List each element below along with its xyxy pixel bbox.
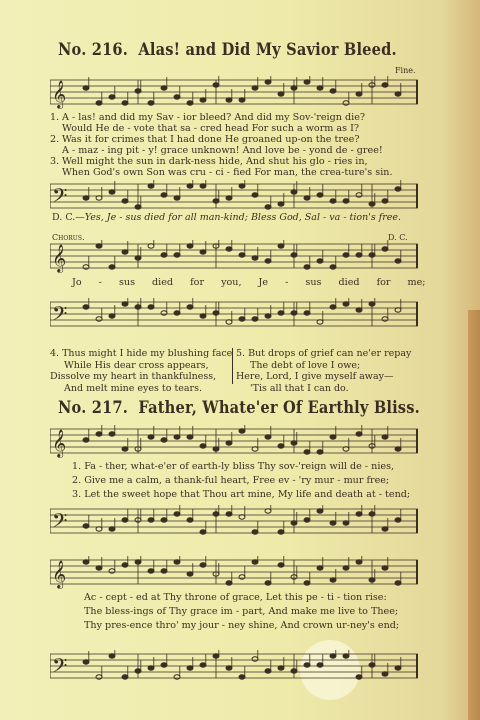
verse-217-3a: 3. Let the sweet hope that Thou art mine, My life and death at - tend; [72, 489, 411, 500]
staff-217-bass-a [50, 505, 418, 539]
svg-text:𝄞: 𝄞 [52, 560, 67, 588]
chorus-label: Chorus. [52, 233, 85, 242]
staff-217-treble-b [50, 556, 418, 590]
svg-text:𝄢: 𝄢 [52, 302, 68, 330]
staff-216-bass [50, 180, 418, 214]
staff-chorus-treble [50, 240, 418, 274]
staff-217-bass-b [50, 650, 418, 684]
staff-217-treble-a [50, 425, 418, 459]
stanza-4: 4. Thus might I hide my blushing face While His dear cross appears, Dissolve my heart in thankfulness, And melt mine eyes to tears. [50, 348, 233, 394]
dc-refrain-text: D. C.—Yes, Je - sus died for all man-kind; Bless God, Sal - va - tion's free. [52, 212, 402, 223]
staff-chorus-bass [50, 298, 418, 332]
fine-marking: Fine. [395, 66, 416, 75]
svg-text:𝄞: 𝄞 [52, 244, 67, 272]
verse-216-3a: 3. Well might the sun in dark-ness hide, And shut his glo - ries in, [50, 156, 368, 167]
hymn-216-name: Alas! and Did My Savior Bleed. [138, 40, 397, 60]
hymn-217-number: No. 217. [58, 398, 129, 418]
hymn-216-number: No. 216. [58, 40, 129, 60]
verse-217-1a: 1. Fa - ther, what-e'er of earth-ly bliss Thy sov-'reign will de - nies, [72, 461, 395, 472]
svg-text:𝄢: 𝄢 [52, 184, 68, 212]
verse-216-1b: Would He de - vote that sa - cred head For such a worm as I? [62, 123, 360, 134]
verse-216-2b: A - maz - ing pit - y! grace unknown! And love be - yond de - gree! [62, 145, 383, 156]
verse-216-1a: 1. A - las! and did my Sav - ior bleed? And did my Sov-'reign die? [50, 112, 366, 123]
page-edge [468, 310, 480, 720]
staff-216-treble [50, 76, 418, 110]
verse-216-2a: 2. Was it for crimes that I had done He groaned up-on the tree? [50, 134, 360, 145]
hymn-216-title [58, 40, 397, 60]
chorus-text: Jo - sus died for you, Je - sus died for me; [72, 277, 426, 288]
dc-label: D. C. [388, 233, 408, 242]
verse-217-3b: Thy pres-ence thro' my jour - ney shine, And crown ur-ney's end; [84, 620, 400, 631]
stanza-5: 5. But drops of grief can ne'er repay The debt of love I owe; Here, Lord, I give myself away— 'Tis all that I can do. [236, 348, 412, 394]
svg-text:𝄢: 𝄢 [52, 654, 68, 682]
verse-217-2a: 2. Give me a calm, a thank-ful heart, Free ev - 'ry mur - mur free; [72, 475, 390, 486]
verse-217-2b: The bless-ings of Thy grace im - part, And make me live to Thee; [84, 606, 399, 617]
verse-216-3b: When God's own Son was cru - ci - fied For man, the crea-ture's sin. [62, 167, 393, 178]
svg-text:𝄢: 𝄢 [52, 509, 68, 537]
svg-text:𝄞: 𝄞 [52, 429, 67, 457]
verse-217-1b: Ac - cept - ed at Thy throne of grace, Let this pe - ti - tion rise: [84, 592, 387, 603]
stanza-divider [232, 348, 233, 384]
hymn-217-name: Father, Whate'er Of Earthly Bliss. [138, 398, 420, 418]
svg-text:𝄞: 𝄞 [52, 80, 67, 108]
hymn-217-title [58, 398, 420, 418]
